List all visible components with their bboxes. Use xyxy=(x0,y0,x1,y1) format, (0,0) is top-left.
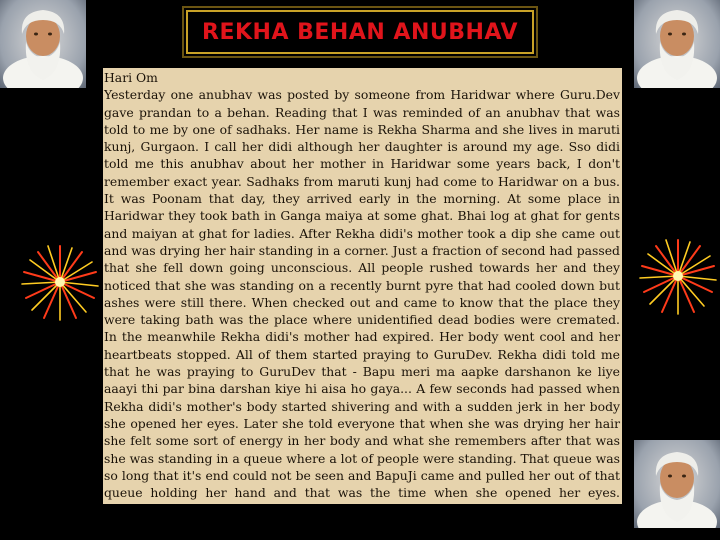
portrait-top-right xyxy=(634,0,720,88)
story-text-panel xyxy=(103,68,622,504)
saint-portrait-icon xyxy=(634,0,720,88)
greeting: Hari Om xyxy=(104,70,158,85)
saint-portrait-icon xyxy=(634,440,720,528)
firework-burst-icon xyxy=(20,242,100,322)
saint-portrait-icon xyxy=(0,0,86,88)
page-title: REKHA BEHAN ANUBHAV xyxy=(202,19,518,45)
firework-burst-icon xyxy=(638,236,718,316)
portrait-top-left xyxy=(0,0,86,88)
title-box xyxy=(186,10,534,54)
portrait-bottom-right xyxy=(634,440,720,528)
story-paragraph: Yesterday one anubhav was posted by someone from Haridwar where Guru.Dev gave prandan to a behan. Reading that I was reminded of an anubhav that was told to me by one of sadhaks. Her name is Rekha Sharma and she lives in maruti kunj, Gurgaon. I call her didi although her daughter is around my age. Sso didi told me this anubhav about her mother in Haridwar some years back, I don't remember exact year. Sadhaks from maruti kunj had come to Haridwar on a bus. It was Poonam that day, they arrived early in the morning. At some place in Haridwar they took bath in Ganga maiya at some ghat. Bhai log at ghat for gents and maiyan at ghat for ladies. After Rekha didi's mother took a dip she came out and was drying her hair standing in a corner. Just a fraction of second had passed that she fell down going unconscious. All people rushed towards her and they noticed that she was standing on a recently burnt pyre that had cooled down but ashes were still there. When checked out and came to know that the place they were taking bath was the place where unidentified dead bodies were cremated. In the meanwhile Rekha didi's mother had expired. Her body went cool and her heartbeats stopped. All of them started praying to GuruDev. Rekha didi told me that he was praying to GuruDev that - Bapu meri ma aapke darshanon ke liye aaayi thi par bina darshan kiye hi aisa ho gaya... A few seconds had passed when Rekha didi's mother's body started shivering and with a sudden jerk in her body she opened her eyes. Later she told everyone that when she was drying her hair she felt some sort of energy in her body and what she remembers after that was she was standing in a queue where a lot of people were standing. That queue was so long that it's end could not be seen and BapuJi came and pulled her out of that queue holding her hand and that was the time when she opened her eyes. xyxy=(104,87,620,501)
